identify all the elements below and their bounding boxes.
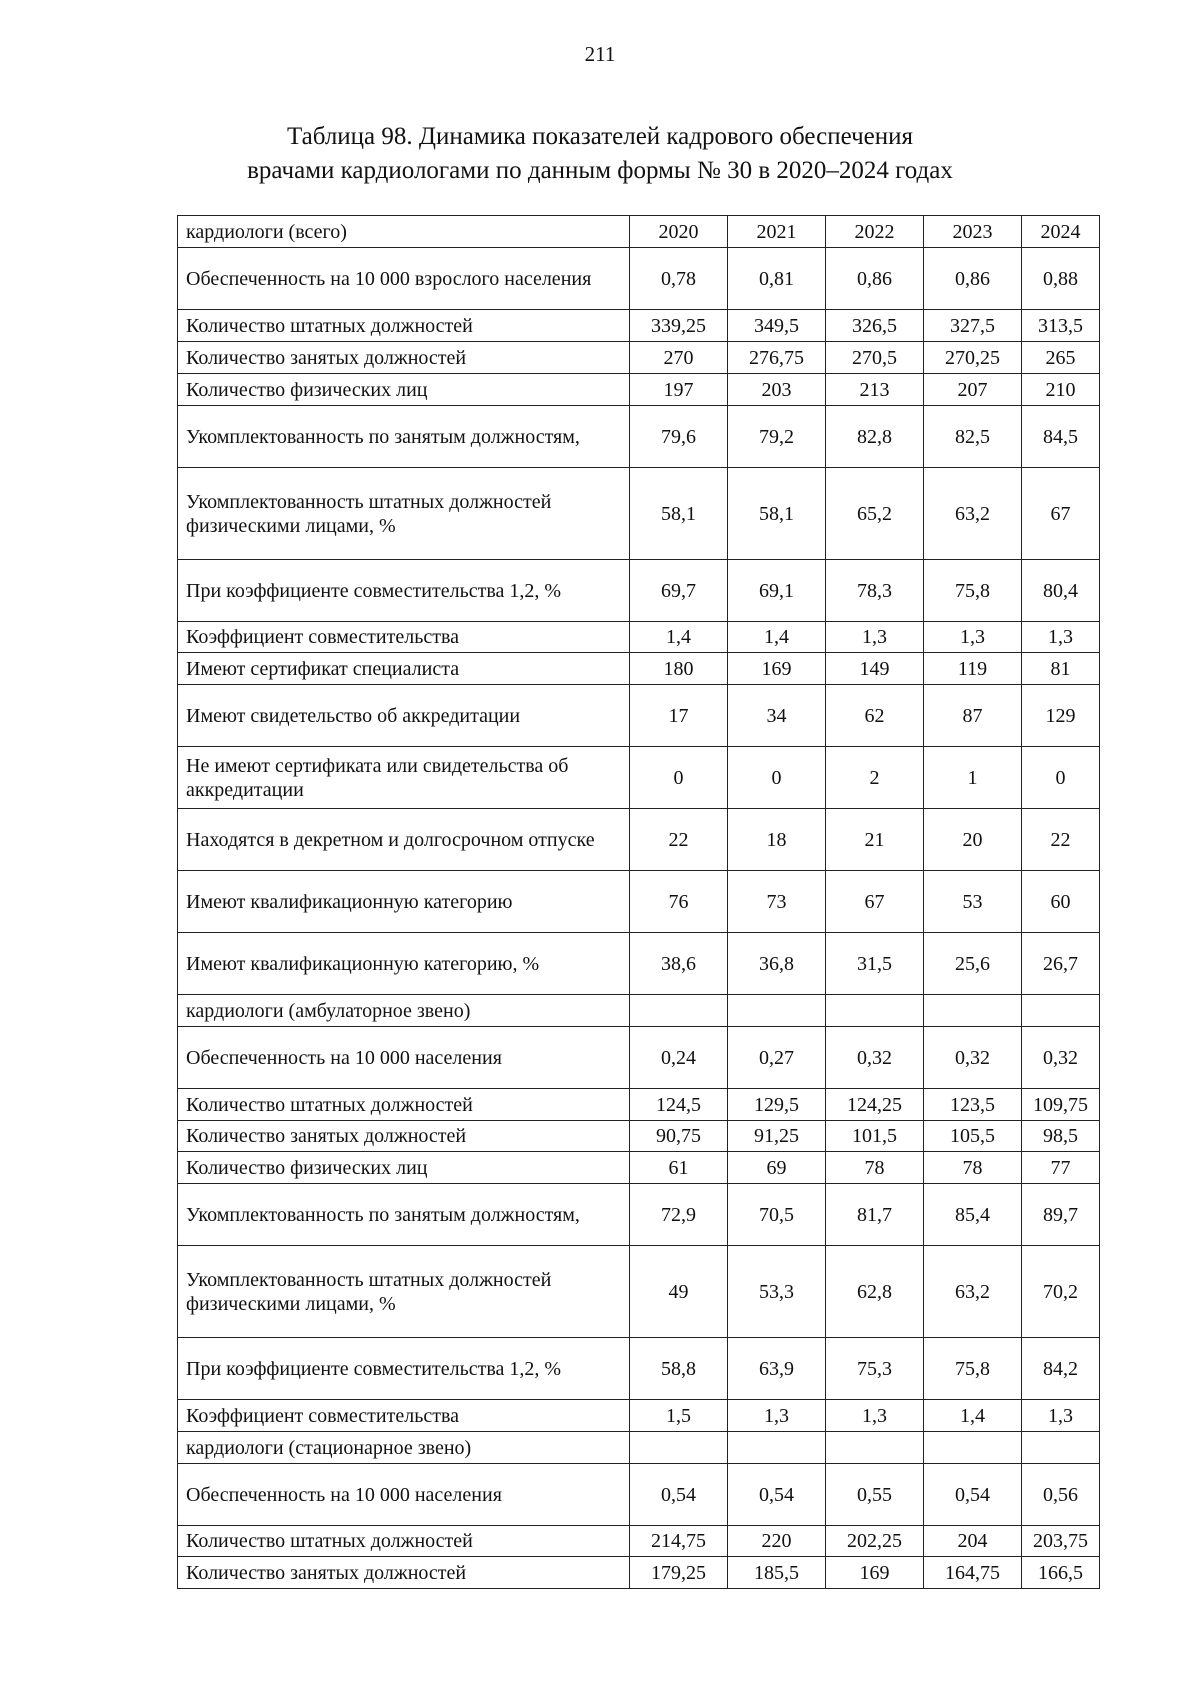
value-cell: 0,27 [728,1027,826,1089]
table-row [178,871,1100,933]
value-cell: 80,4 [1022,560,1100,622]
value-cell: 185,5 [728,1557,826,1589]
value-cell: 78 [826,1152,924,1184]
value-cell: 124,25 [826,1089,924,1121]
row-label-cell: Имеют квалификационную категорию [178,871,630,933]
value-cell: 1,3 [826,622,924,653]
value-cell: 76 [630,871,728,933]
value-cell: 203,75 [1022,1526,1100,1557]
value-cell: 62 [826,685,924,747]
value-cell: 82,8 [826,406,924,468]
value-cell: 89,7 [1022,1184,1100,1246]
value-cell: 70,2 [1022,1246,1100,1338]
row-label-cell: кардиологи (стационарное звено) [178,1432,630,1464]
row-label-cell: Укомплектованность штатных должностей физическими лицами, % [178,1246,630,1338]
table-row [178,933,1100,995]
value-cell: 0,32 [1022,1027,1100,1089]
value-cell: 349,5 [728,310,826,342]
value-cell: 78,3 [826,560,924,622]
row-label-cell: Количество штатных должностей [178,1089,630,1121]
value-cell: 84,2 [1022,1338,1100,1400]
header-cell: 2020 [630,216,728,248]
value-cell: 58,1 [630,468,728,560]
row-label-cell: Коэффициент совместительства [178,1400,630,1432]
table-row [178,809,1100,871]
value-cell: 58,1 [728,468,826,560]
value-cell: 87 [924,685,1022,747]
value-cell: 197 [630,374,728,406]
row-label-cell: При коэффициенте совместительства 1,2, % [178,1338,630,1400]
row-label-cell: Укомплектованность по занятым должностям, [178,1184,630,1246]
value-cell: 82,5 [924,406,1022,468]
value-cell: 1,4 [630,622,728,653]
value-cell: 31,5 [826,933,924,995]
table-row [178,1246,1100,1338]
value-cell: 1 [924,747,1022,809]
row-label-cell: Укомплектованность штатных должностей физическими лицами, % [178,468,630,560]
value-cell: 90,75 [630,1121,728,1152]
value-cell: 53,3 [728,1246,826,1338]
table-row [178,406,1100,468]
value-cell: 166,5 [1022,1557,1100,1589]
row-label-cell: Количество физических лиц [178,374,630,406]
value-cell [826,1432,924,1464]
value-cell: 63,9 [728,1338,826,1400]
row-label-cell: Находятся в декретном и долгосрочном отпуске [178,809,630,871]
value-cell: 220 [728,1526,826,1557]
value-cell: 0,55 [826,1464,924,1526]
value-cell [728,995,826,1027]
value-cell: 339,25 [630,310,728,342]
value-cell: 17 [630,685,728,747]
value-cell: 1,3 [1022,1400,1100,1432]
row-label-cell: кардиологи (амбулаторное звено) [178,995,630,1027]
header-cell: 2022 [826,216,924,248]
value-cell: 0,54 [630,1464,728,1526]
value-cell: 75,3 [826,1338,924,1400]
value-cell [630,1432,728,1464]
value-cell: 62,8 [826,1246,924,1338]
value-cell: 179,25 [630,1557,728,1589]
table-row [178,1027,1100,1089]
value-cell: 270 [630,342,728,374]
value-cell: 22 [630,809,728,871]
page-number: 211 [584,42,616,66]
value-cell: 1,5 [630,1400,728,1432]
value-cell: 123,5 [924,1089,1022,1121]
table-row [178,468,1100,560]
table-row [178,653,1100,685]
table-row [178,747,1100,809]
row-label-cell: При коэффициенте совместительства 1,2, % [178,560,630,622]
value-cell [728,1432,826,1464]
header-cell: кардиологи (всего) [178,216,630,248]
value-cell: 79,2 [728,406,826,468]
table-row [178,1338,1100,1400]
value-cell: 67 [826,871,924,933]
value-cell: 270,5 [826,342,924,374]
value-cell: 1,4 [924,1400,1022,1432]
value-cell: 72,9 [630,1184,728,1246]
value-cell: 0,54 [728,1464,826,1526]
value-cell: 0,54 [924,1464,1022,1526]
table-row [178,1089,1100,1121]
value-cell: 75,8 [924,1338,1022,1400]
row-label-cell: Количество штатных должностей [178,310,630,342]
value-cell: 164,75 [924,1557,1022,1589]
value-cell: 1,3 [728,1400,826,1432]
value-cell: 119 [924,653,1022,685]
row-label-cell: Обеспеченность на 10 000 населения [178,1027,630,1089]
row-label-cell: Количество занятых должностей [178,1557,630,1589]
value-cell: 0,86 [924,248,1022,310]
table-header-row [178,216,1100,248]
value-cell: 149 [826,653,924,685]
value-cell: 0,78 [630,248,728,310]
value-cell [826,995,924,1027]
value-cell: 1,4 [728,622,826,653]
table-row [178,995,1100,1027]
value-cell: 69,1 [728,560,826,622]
value-cell: 105,5 [924,1121,1022,1152]
row-label-cell: Количество занятых должностей [178,342,630,374]
value-cell: 0 [1022,747,1100,809]
value-cell: 67 [1022,468,1100,560]
row-label-cell: Имеют квалификационную категорию, % [178,933,630,995]
row-label-cell: Количество штатных должностей [178,1526,630,1557]
value-cell: 2 [826,747,924,809]
value-cell: 36,8 [728,933,826,995]
value-cell: 101,5 [826,1121,924,1152]
value-cell: 79,6 [630,406,728,468]
value-cell: 22 [1022,809,1100,871]
value-cell: 129 [1022,685,1100,747]
value-cell: 91,25 [728,1121,826,1152]
value-cell: 265 [1022,342,1100,374]
value-cell: 326,5 [826,310,924,342]
value-cell: 0,86 [826,248,924,310]
table-row [178,1121,1100,1152]
value-cell: 38,6 [630,933,728,995]
value-cell: 98,5 [1022,1121,1100,1152]
value-cell: 0,32 [826,1027,924,1089]
header-cell: 2024 [1022,216,1100,248]
value-cell: 180 [630,653,728,685]
value-cell: 69 [728,1152,826,1184]
row-label-cell: Коэффициент совместительства [178,622,630,653]
value-cell [1022,1432,1100,1464]
table-row [178,1432,1100,1464]
value-cell: 313,5 [1022,310,1100,342]
table-row [178,1526,1100,1557]
table-title [0,120,1200,188]
value-cell: 63,2 [924,1246,1022,1338]
row-label-cell: Имеют сертификат специалиста [178,653,630,685]
value-cell: 34 [728,685,826,747]
value-cell: 1,3 [826,1400,924,1432]
table-row [178,248,1100,310]
value-cell: 204 [924,1526,1022,1557]
table-row [178,1464,1100,1526]
value-cell: 213 [826,374,924,406]
value-cell: 124,5 [630,1089,728,1121]
value-cell: 18 [728,809,826,871]
row-label-cell: Количество занятых должностей [178,1121,630,1152]
table-title-line-2: врачами кардиологами по данным формы № 30 в 2020–2024 годах [247,157,953,184]
table-row [178,622,1100,653]
value-cell: 65,2 [826,468,924,560]
value-cell: 85,4 [924,1184,1022,1246]
value-cell: 202,25 [826,1526,924,1557]
value-cell: 70,5 [728,1184,826,1246]
value-cell: 327,5 [924,310,1022,342]
row-label-cell: Имеют свидетельство об аккредитации [178,685,630,747]
header-cell: 2021 [728,216,826,248]
value-cell: 60 [1022,871,1100,933]
value-cell: 69,7 [630,560,728,622]
table-row [178,1152,1100,1184]
value-cell: 0,56 [1022,1464,1100,1526]
table-row [178,374,1100,406]
value-cell [1022,995,1100,1027]
value-cell: 63,2 [924,468,1022,560]
row-label-cell: Обеспеченность на 10 000 взрослого населения [178,248,630,310]
row-label-cell: Количество физических лиц [178,1152,630,1184]
value-cell: 0,88 [1022,248,1100,310]
value-cell: 203 [728,374,826,406]
value-cell: 26,7 [1022,933,1100,995]
value-cell: 214,75 [630,1526,728,1557]
table-row [178,1184,1100,1246]
value-cell: 169 [728,653,826,685]
value-cell: 207 [924,374,1022,406]
value-cell: 129,5 [728,1089,826,1121]
value-cell: 25,6 [924,933,1022,995]
row-label-cell: Обеспеченность на 10 000 населения [178,1464,630,1526]
value-cell: 109,75 [1022,1089,1100,1121]
value-cell: 61 [630,1152,728,1184]
value-cell: 0 [630,747,728,809]
value-cell: 276,75 [728,342,826,374]
value-cell: 0,24 [630,1027,728,1089]
value-cell: 81 [1022,653,1100,685]
value-cell: 0 [728,747,826,809]
value-cell: 53 [924,871,1022,933]
value-cell: 21 [826,809,924,871]
value-cell: 270,25 [924,342,1022,374]
staffing-table [177,215,1100,1589]
value-cell [924,1432,1022,1464]
table-row [178,342,1100,374]
value-cell: 75,8 [924,560,1022,622]
header-cell: 2023 [924,216,1022,248]
value-cell: 58,8 [630,1338,728,1400]
value-cell: 0,81 [728,248,826,310]
row-label-cell: Не имеют сертификата или свидетельства об аккредитации [178,747,630,809]
row-label-cell: Укомплектованность по занятым должностям, [178,406,630,468]
table-row [178,1400,1100,1432]
value-cell: 210 [1022,374,1100,406]
table-row [178,1557,1100,1589]
value-cell [630,995,728,1027]
value-cell: 1,3 [924,622,1022,653]
value-cell: 20 [924,809,1022,871]
value-cell [924,995,1022,1027]
value-cell: 78 [924,1152,1022,1184]
value-cell: 77 [1022,1152,1100,1184]
value-cell: 49 [630,1246,728,1338]
value-cell: 73 [728,871,826,933]
table-row [178,685,1100,747]
value-cell: 169 [826,1557,924,1589]
table-row [178,560,1100,622]
table-body [178,248,1100,1589]
table-title-line-1: Таблица 98. Динамика показателей кадрового обеспечения [286,123,913,150]
value-cell: 81,7 [826,1184,924,1246]
value-cell: 1,3 [1022,622,1100,653]
value-cell: 84,5 [1022,406,1100,468]
table-row [178,310,1100,342]
value-cell: 0,32 [924,1027,1022,1089]
